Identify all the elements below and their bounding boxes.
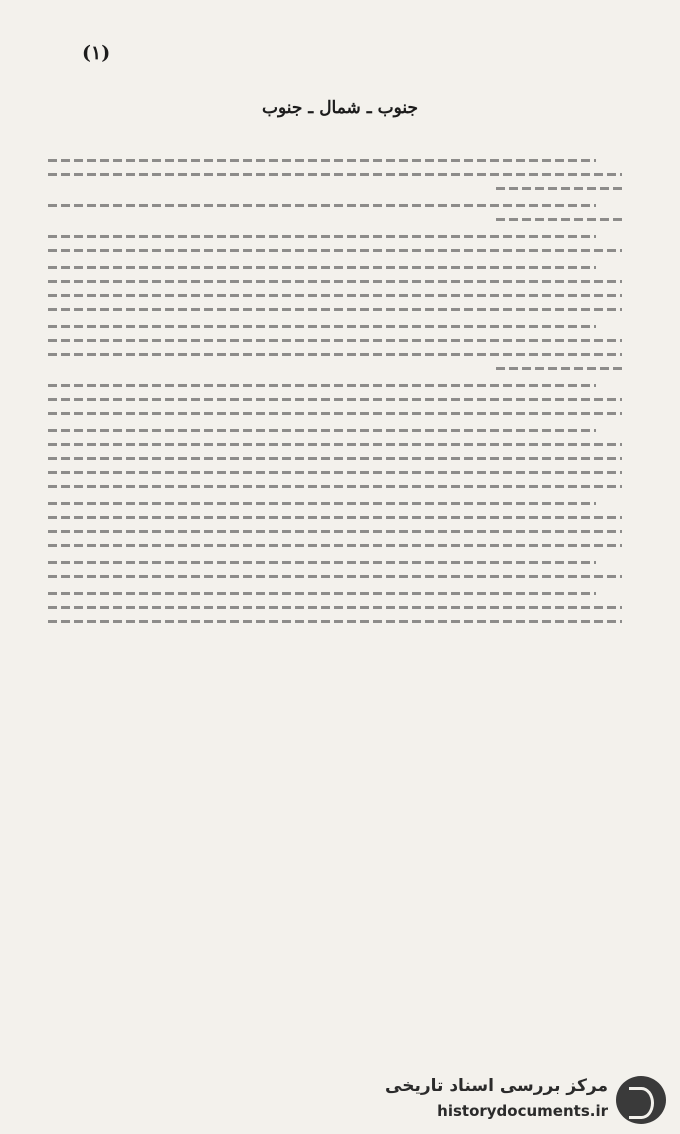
- text-line-placeholder: [48, 398, 622, 401]
- text-line-placeholder: [48, 235, 596, 238]
- paragraph: [48, 384, 622, 415]
- text-line-placeholder: [48, 443, 622, 446]
- text-line-placeholder: [48, 384, 596, 387]
- text-line-placeholder: [48, 339, 622, 342]
- archive-watermark: [366, 1074, 666, 1126]
- text-line-placeholder: [48, 280, 622, 283]
- paragraph: [48, 159, 622, 190]
- text-line-placeholder: [48, 412, 622, 415]
- text-line-placeholder: [48, 530, 622, 533]
- text-line-placeholder: [48, 485, 622, 488]
- text-line-placeholder: [48, 516, 622, 519]
- text-line-placeholder: [48, 159, 596, 162]
- text-line-placeholder: [496, 218, 622, 221]
- paragraph: [48, 325, 622, 370]
- text-line-placeholder: [48, 429, 596, 432]
- paragraph: [48, 592, 622, 623]
- text-line-placeholder: [48, 266, 596, 269]
- text-line-placeholder: [48, 606, 622, 609]
- text-line-placeholder: [48, 325, 596, 328]
- paragraph: [48, 429, 622, 488]
- watermark-persian-text: مرکز بررسی اسناد تاریخی: [385, 1076, 608, 1096]
- text-line-placeholder: [48, 249, 622, 252]
- paragraph: [48, 502, 622, 547]
- paragraph: [48, 266, 622, 311]
- text-line-placeholder: [48, 173, 622, 176]
- document-body: [48, 148, 622, 637]
- text-line-placeholder: [496, 367, 622, 370]
- document-title: جنوب ـ شمال ـ جنوب: [261, 98, 419, 118]
- text-line-placeholder: [48, 575, 622, 578]
- paragraph: [48, 204, 622, 221]
- text-line-placeholder: [48, 544, 622, 547]
- text-line-placeholder: [48, 353, 622, 356]
- text-line-placeholder: [48, 561, 596, 564]
- text-line-placeholder: [48, 471, 622, 474]
- paragraph: [48, 561, 622, 578]
- text-line-placeholder: [48, 620, 622, 623]
- text-line-placeholder: [496, 187, 622, 190]
- archive-logo-icon: [616, 1076, 666, 1124]
- text-line-placeholder: [48, 308, 622, 311]
- text-line-placeholder: [48, 457, 622, 460]
- text-line-placeholder: [48, 592, 596, 595]
- paragraph: [48, 235, 622, 252]
- watermark-url: historydocuments.ir: [437, 1102, 608, 1120]
- page-number: (۱): [82, 42, 111, 64]
- text-line-placeholder: [48, 502, 596, 505]
- text-line-placeholder: [48, 204, 596, 207]
- text-line-placeholder: [48, 294, 622, 297]
